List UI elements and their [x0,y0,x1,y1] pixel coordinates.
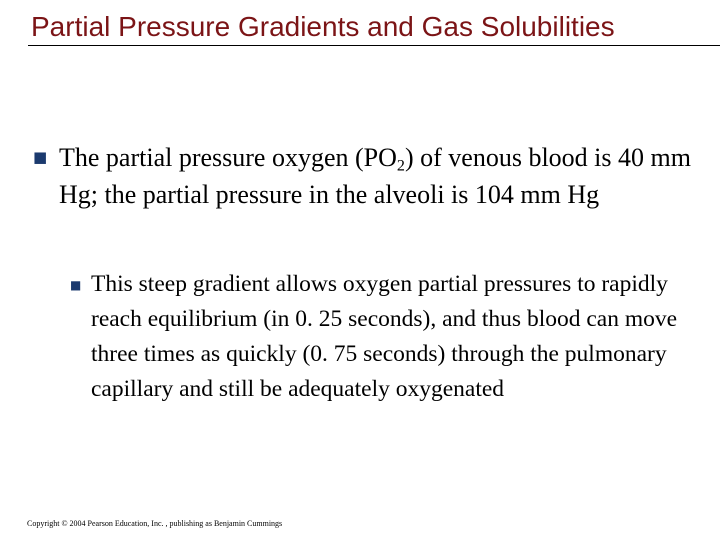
bullet-level2-text: This steep gradient allows oxygen partial pressures to rapidly reach equilibrium (in 0. 25 seconds), and thus blood can move three times as quickly (0. 75 seconds) through the pulmonary capillary and still be adequately oxygenated [91,271,678,402]
bullet-level1-text-start: The partial pressure oxygen (PO [59,143,397,172]
title-divider [28,45,720,46]
copyright-footer: Copyright © 2004 Pearson Education, Inc. , publishing as Benjamin Cummings [27,519,283,528]
bullet-level1-text [59,139,709,213]
po2-subscript: 2 [396,157,405,175]
bullet-level1-text-end: ) of venous blood is 40 mm Hg; the partial pressure in the alveoli is 104 mm Hg [59,143,691,209]
square-bullet-icon: ■ [70,278,82,292]
slide-title: Partial Pressure Gradients and Gas Solubilities [31,11,615,42]
square-bullet-icon: ■ [33,148,48,166]
